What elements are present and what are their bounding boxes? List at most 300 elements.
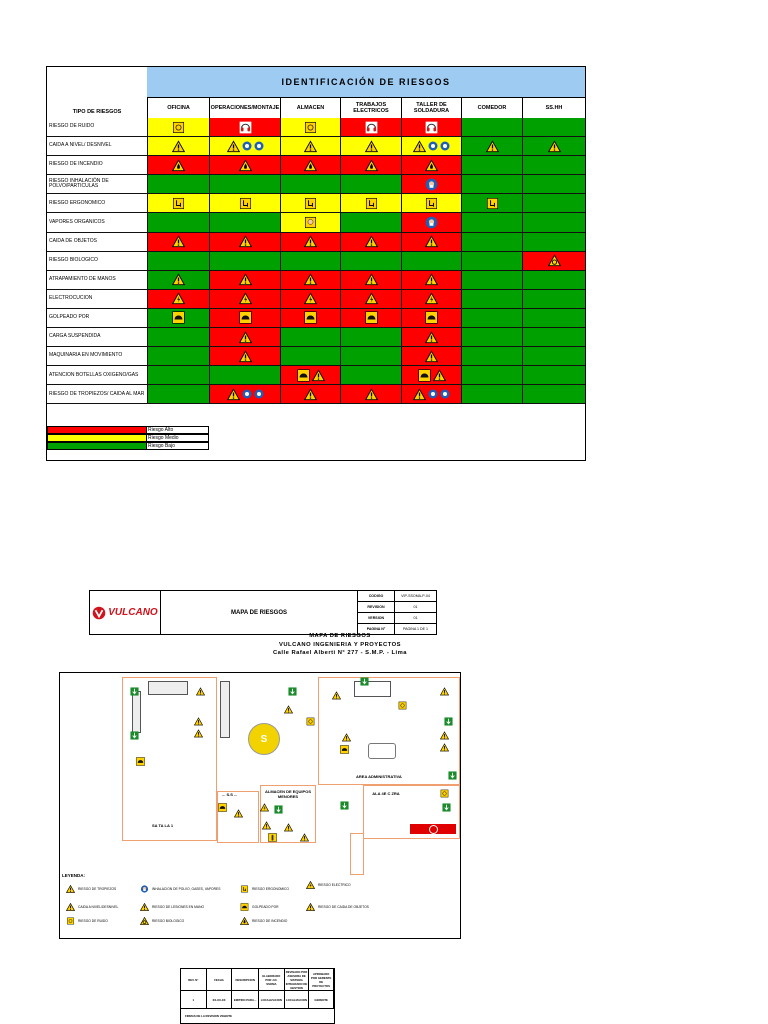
map-legend-item	[240, 917, 287, 925]
risk-cell	[461, 194, 522, 212]
noise-icon	[304, 121, 317, 134]
risk-cell	[401, 271, 461, 289]
risk-type-label: ATENCION BOTELLAS OXIGENO/GAS	[47, 366, 147, 384]
map-heading	[200, 632, 480, 658]
risk-cell	[401, 290, 461, 308]
warning-icon	[66, 903, 75, 911]
meta-key: VERSION	[358, 613, 395, 623]
risk-type-label: GOLPEADO POR	[47, 309, 147, 327]
risk-row	[47, 309, 585, 328]
company-logo	[90, 591, 161, 634]
risk-cell	[340, 366, 401, 384]
legend-label: Riesgo Alto	[147, 426, 209, 434]
fire-icon	[239, 159, 252, 172]
gas-bottle-icon	[268, 833, 277, 842]
fire-icon	[240, 917, 249, 925]
helmet-icon	[365, 311, 378, 324]
risk-cell	[209, 156, 280, 174]
risk-cell	[461, 175, 522, 193]
risk-cell	[147, 328, 209, 346]
warning-icon	[425, 273, 438, 286]
risk-cell	[147, 213, 209, 231]
risk-cell	[280, 175, 340, 193]
risk-cell	[522, 194, 585, 212]
warning-icon	[440, 731, 449, 740]
label-area-admin: AREA ADMINISTRATIVA	[356, 774, 402, 779]
helmet-icon	[218, 803, 227, 812]
warning-icon	[239, 235, 252, 248]
revision-data-row	[181, 991, 334, 1009]
ergonomic-icon	[425, 197, 438, 210]
matrix-title: IDENTIFICACIÓN DE RIESGOS	[147, 67, 585, 98]
risk-row	[47, 366, 585, 385]
ear-protection-icon	[365, 121, 378, 134]
exit-icon	[288, 687, 297, 696]
risk-type-label: RIESGO DE INCENDIO	[47, 156, 147, 174]
warning-icon	[365, 235, 378, 248]
risk-cell	[209, 366, 280, 384]
revision-cell: DESCRIPCION	[232, 969, 259, 991]
ear-protection-icon	[425, 121, 438, 134]
map-legend-label: RIESGO DE TROPIEZOS	[78, 887, 117, 891]
risk-cell	[147, 175, 209, 193]
risk-cell	[401, 347, 461, 365]
risk-cell	[340, 137, 401, 155]
map-legend-label: CAIDA A NIVEL/DESNIVEL	[78, 905, 119, 909]
risk-cell	[147, 233, 209, 251]
risk-cell	[280, 271, 340, 289]
risk-cell	[280, 156, 340, 174]
risk-cell	[280, 328, 340, 346]
risk-cell	[209, 194, 280, 212]
risk-cell	[340, 328, 401, 346]
risk-type-label: RIESGO DE TROPIEZOS/ CAIDA AL MAR	[47, 385, 147, 403]
map-heading-title: MAPA DE RIESGOS	[309, 633, 371, 639]
revision-cell: XX-XX-XX	[207, 991, 233, 1009]
legend-row	[47, 426, 209, 434]
risk-cell	[461, 233, 522, 251]
exit-icon	[130, 687, 139, 696]
warning-icon	[433, 369, 446, 382]
map-legend-item	[306, 903, 369, 911]
revision-cell: FECHA	[207, 969, 233, 991]
exit-icon	[360, 677, 369, 686]
legend-label: Riesgo Bajo	[147, 442, 209, 450]
risk-type-label: VAPORES ORGANICOS	[47, 213, 147, 231]
helmet-icon	[340, 745, 349, 754]
map-legend-item	[66, 903, 118, 911]
warning-icon	[332, 691, 341, 700]
risk-cell	[401, 175, 461, 193]
risk-cell	[461, 271, 522, 289]
risk-cell	[340, 175, 401, 193]
ergonomic-icon	[239, 197, 252, 210]
risk-row	[47, 271, 585, 290]
column-header: SS.HH	[522, 97, 585, 118]
risk-cell	[209, 271, 280, 289]
warning-icon	[342, 733, 351, 742]
risk-cell	[461, 385, 522, 403]
stairs	[350, 833, 364, 875]
risk-cell	[147, 137, 209, 155]
risk-cell	[522, 156, 585, 174]
label-sala2: ALA 4E C ZRA	[372, 791, 400, 796]
risk-cell	[280, 194, 340, 212]
warning-icon	[413, 388, 426, 401]
risk-matrix	[46, 66, 586, 461]
risk-cell	[209, 385, 280, 403]
revision-cell: LOCALIZACION	[285, 991, 310, 1009]
map-legend-label: RIESGO DE CAIDA DE OBJETOS	[318, 905, 369, 909]
risk-cell	[147, 290, 209, 308]
risk-cell	[280, 137, 340, 155]
revision-cell: EMITIDO PARA...	[232, 991, 259, 1009]
helmet-icon	[425, 311, 438, 324]
map-legend-label: RIESGO DE LESIONES EN MANO	[152, 905, 205, 909]
warning-icon	[365, 140, 378, 153]
meta-row	[358, 602, 436, 613]
revision-footer: FIRMAS DE LA REVISION VIGENTE	[185, 1014, 232, 1018]
document-title: MAPA DE RIESGOS	[161, 591, 358, 634]
helmet-icon	[240, 903, 249, 911]
meta-key: REVISION	[358, 602, 395, 612]
risk-row	[47, 156, 585, 175]
warning-icon	[304, 273, 317, 286]
meta-value: 01	[413, 616, 418, 620]
risk-type-label: RIESGO INHALACIÓN DE POLVO/PARTICULAS	[47, 175, 147, 193]
risk-cell	[522, 309, 585, 327]
column-header: TALLER DE SOLDADURA	[401, 97, 461, 118]
fire-icon	[425, 159, 438, 172]
warning-icon	[262, 821, 271, 830]
risk-type-label: ATRAPAMIENTO DE MANOS	[47, 271, 147, 289]
risk-cell	[401, 366, 461, 384]
risk-row	[47, 194, 585, 213]
map-legend-item	[240, 903, 279, 911]
map-legend-item	[306, 881, 351, 889]
risk-cell	[280, 118, 340, 136]
electric-icon	[260, 803, 269, 812]
meta-value: 01	[413, 605, 418, 609]
risk-row	[47, 175, 585, 194]
risk-cell	[209, 233, 280, 251]
risk-type-label: CAIDA A NIVEL/ DESNIVEL	[47, 137, 147, 155]
meta-value: PAGINA 1 DE 1	[402, 627, 429, 631]
warning-icon	[284, 705, 293, 714]
risk-cell	[209, 290, 280, 308]
risk-cell	[340, 118, 401, 136]
legend-label: Riesgo Medio	[147, 434, 209, 442]
risk-cell	[340, 271, 401, 289]
risk-cell	[522, 385, 585, 403]
risk-cell	[340, 290, 401, 308]
warning-icon	[440, 743, 449, 752]
ppe-icon	[428, 141, 438, 151]
legend-row	[47, 434, 209, 442]
ergonomic-icon	[172, 197, 185, 210]
map-legend-label: INHALACION DE POLVO, GASES, VAPORES	[152, 887, 221, 891]
biohazard-icon	[548, 254, 561, 267]
ppe-icon	[254, 389, 264, 399]
risk-cell	[340, 156, 401, 174]
risk-cell	[401, 137, 461, 155]
risk-cell	[401, 252, 461, 270]
exit-icon	[444, 717, 453, 726]
risk-cell	[522, 175, 585, 193]
warning-icon	[284, 823, 293, 832]
risk-cell	[209, 347, 280, 365]
risk-cell	[209, 309, 280, 327]
column-header: OFICINA	[147, 97, 209, 118]
meta-value: VIP-SSOMA-P-04	[401, 594, 430, 598]
legend-swatch	[47, 426, 147, 434]
ppe-icon	[428, 389, 438, 399]
legend-row	[47, 442, 209, 450]
risk-cell	[340, 233, 401, 251]
risk-row	[47, 347, 585, 366]
risk-cell	[461, 252, 522, 270]
risk-cell	[147, 118, 209, 136]
shelf	[220, 681, 230, 738]
risk-row	[47, 385, 585, 404]
warning-icon	[140, 903, 149, 911]
risk-cell	[461, 137, 522, 155]
no-smoking-sign	[410, 824, 456, 834]
risk-cell	[461, 347, 522, 365]
risk-cell	[461, 290, 522, 308]
column-header: ALMACEN	[280, 97, 340, 118]
logo-text: VULCANO	[108, 607, 158, 618]
column-header: OPERACIONES/MONTAJE	[209, 97, 280, 118]
revision-cell: LOCALIZACION	[259, 991, 285, 1009]
risk-cell	[522, 366, 585, 384]
exit-icon	[442, 803, 451, 812]
risk-cell	[280, 213, 340, 231]
warning-icon	[425, 331, 438, 344]
warning-icon	[194, 717, 203, 726]
ppe-icon	[440, 389, 450, 399]
meeting-table	[368, 743, 396, 759]
ergonomic-icon	[304, 197, 317, 210]
warning-icon	[425, 350, 438, 363]
risk-cell	[401, 156, 461, 174]
biohazard-icon	[140, 917, 149, 925]
risk-type-label: CARGA SUSPENDIDA	[47, 328, 147, 346]
ear-protection-icon	[239, 121, 252, 134]
risk-cell	[461, 366, 522, 384]
risk-type-label: CAIDA DE OBJETOS	[47, 233, 147, 251]
risk-cell	[340, 309, 401, 327]
risk-cell	[340, 213, 401, 231]
exit-icon	[274, 805, 283, 814]
ppe-icon	[242, 141, 252, 151]
risk-cell	[461, 118, 522, 136]
risk-cell	[340, 385, 401, 403]
risk-cell	[461, 213, 522, 231]
risk-cell	[522, 347, 585, 365]
risk-cell	[209, 175, 280, 193]
warning-icon	[548, 140, 561, 153]
map-heading-address: Calle Rafael Alberti N° 277 - S.M.P. - Lima	[273, 650, 407, 656]
warning-icon	[300, 833, 309, 842]
risk-row	[47, 137, 585, 156]
revision-table	[180, 968, 335, 1024]
meta-row	[358, 613, 436, 624]
electric-icon	[239, 292, 252, 305]
map-legend-item	[240, 885, 289, 893]
warning-icon	[413, 140, 426, 153]
revision-cell: GERENTE	[309, 991, 334, 1009]
risk-cell	[340, 252, 401, 270]
electric-icon	[306, 881, 315, 889]
risk-cell	[280, 290, 340, 308]
warning-icon	[239, 273, 252, 286]
risk-legend	[47, 426, 209, 450]
risk-cell	[147, 252, 209, 270]
respirator-icon	[425, 178, 438, 191]
warning-icon	[239, 350, 252, 363]
risk-cell	[401, 328, 461, 346]
risk-cell	[280, 347, 340, 365]
risk-cell	[401, 118, 461, 136]
risk-cell	[401, 194, 461, 212]
legend-swatch	[47, 434, 147, 442]
risk-cell	[522, 252, 585, 270]
warning-icon	[172, 273, 185, 286]
helmet-icon	[239, 311, 252, 324]
risk-cell	[522, 213, 585, 231]
risk-cell	[522, 137, 585, 155]
electric-icon	[304, 292, 317, 305]
ppe-icon	[242, 389, 252, 399]
meta-key: PAGINA N°	[358, 624, 395, 634]
cabinet	[148, 681, 188, 695]
risk-cell	[147, 194, 209, 212]
risk-cell	[522, 271, 585, 289]
map-legend-item	[66, 917, 108, 925]
respirator-icon	[140, 885, 149, 893]
risk-cell	[280, 233, 340, 251]
warning-icon	[66, 885, 75, 893]
risk-cell	[401, 385, 461, 403]
risk-cell	[280, 385, 340, 403]
noise-icon	[440, 789, 449, 798]
warning-icon	[304, 235, 317, 248]
fire-icon	[304, 159, 317, 172]
risk-cell	[280, 252, 340, 270]
warning-icon	[365, 273, 378, 286]
helmet-icon	[297, 369, 310, 382]
matrix-rows	[47, 118, 585, 404]
document-meta	[358, 591, 436, 634]
warning-icon	[306, 903, 315, 911]
map-legend-label: GOLPEADO POR	[252, 905, 279, 909]
revision-cell: ELABORADO POR J.D. SSOMA	[259, 969, 285, 991]
document-header	[89, 590, 437, 635]
risk-cell	[461, 309, 522, 327]
risk-row	[47, 290, 585, 309]
risk-cell	[522, 118, 585, 136]
risk-cell	[401, 233, 461, 251]
risk-cell	[209, 252, 280, 270]
warning-icon	[227, 140, 240, 153]
exit-icon	[448, 771, 457, 780]
revision-header-row	[181, 969, 334, 991]
map-legend-label: RIESGO BIOLOGICO	[152, 919, 185, 923]
map-legend-label: RIESGO DE RUIDO	[78, 919, 108, 923]
risk-cell	[340, 347, 401, 365]
revision-cell: 1	[181, 991, 207, 1009]
risk-type-label: RIESGO DE RUIDO	[47, 118, 147, 136]
map-legend-item	[140, 903, 204, 911]
warning-icon	[234, 809, 243, 818]
risk-cell	[147, 271, 209, 289]
ergonomic-icon	[240, 885, 249, 893]
risk-cell	[280, 309, 340, 327]
risk-row	[47, 213, 585, 232]
risk-cell	[209, 137, 280, 155]
risk-cell	[147, 309, 209, 327]
helmet-icon	[136, 757, 145, 766]
warning-icon	[172, 235, 185, 248]
ergonomic-icon	[486, 197, 499, 210]
electric-icon	[365, 292, 378, 305]
risk-cell	[147, 156, 209, 174]
warning-icon	[194, 729, 203, 738]
ppe-icon	[254, 141, 264, 151]
risk-cell	[147, 385, 209, 403]
exit-icon	[130, 731, 139, 740]
warning-icon	[312, 369, 325, 382]
risk-cell	[522, 233, 585, 251]
floor-plan	[59, 672, 461, 939]
respirator-icon	[425, 216, 438, 229]
warning-icon	[486, 140, 499, 153]
noise-icon	[66, 917, 75, 925]
label-almacen: ALMACEN DE EQUIPOS MENORES	[264, 789, 311, 799]
risk-cell	[340, 194, 401, 212]
column-header: COMEDOR	[461, 97, 522, 118]
warning-icon	[304, 140, 317, 153]
fire-icon	[172, 159, 185, 172]
warning-icon	[304, 388, 317, 401]
electric-icon	[425, 292, 438, 305]
risk-row	[47, 233, 585, 252]
map-legend-item	[66, 885, 116, 893]
risk-cell	[401, 309, 461, 327]
helmet-icon	[418, 369, 431, 382]
meta-key: CODIGO	[358, 591, 395, 601]
risk-cell	[401, 213, 461, 231]
risk-cell	[280, 366, 340, 384]
warning-icon	[172, 140, 185, 153]
label-sala: SA TA LA 1	[152, 823, 174, 828]
warning-icon	[425, 235, 438, 248]
warning-icon	[196, 687, 205, 696]
revision-cell: REVISADO POR ASESORA DE SISTEMA INTEGRADO DE GESTION	[285, 969, 310, 991]
risk-cell	[209, 118, 280, 136]
risk-cell	[522, 290, 585, 308]
warning-icon	[365, 388, 378, 401]
risk-row	[47, 252, 585, 271]
vapor-icon	[304, 216, 317, 229]
warning-icon	[227, 388, 240, 401]
electric-icon	[172, 292, 185, 305]
column-header: TRABAJOS ELECTRICOS	[340, 97, 401, 118]
vulcano-logo-icon	[92, 606, 106, 620]
map-legend-label: RIESGO ELECTRICO	[318, 883, 351, 887]
noise-icon	[172, 121, 185, 134]
